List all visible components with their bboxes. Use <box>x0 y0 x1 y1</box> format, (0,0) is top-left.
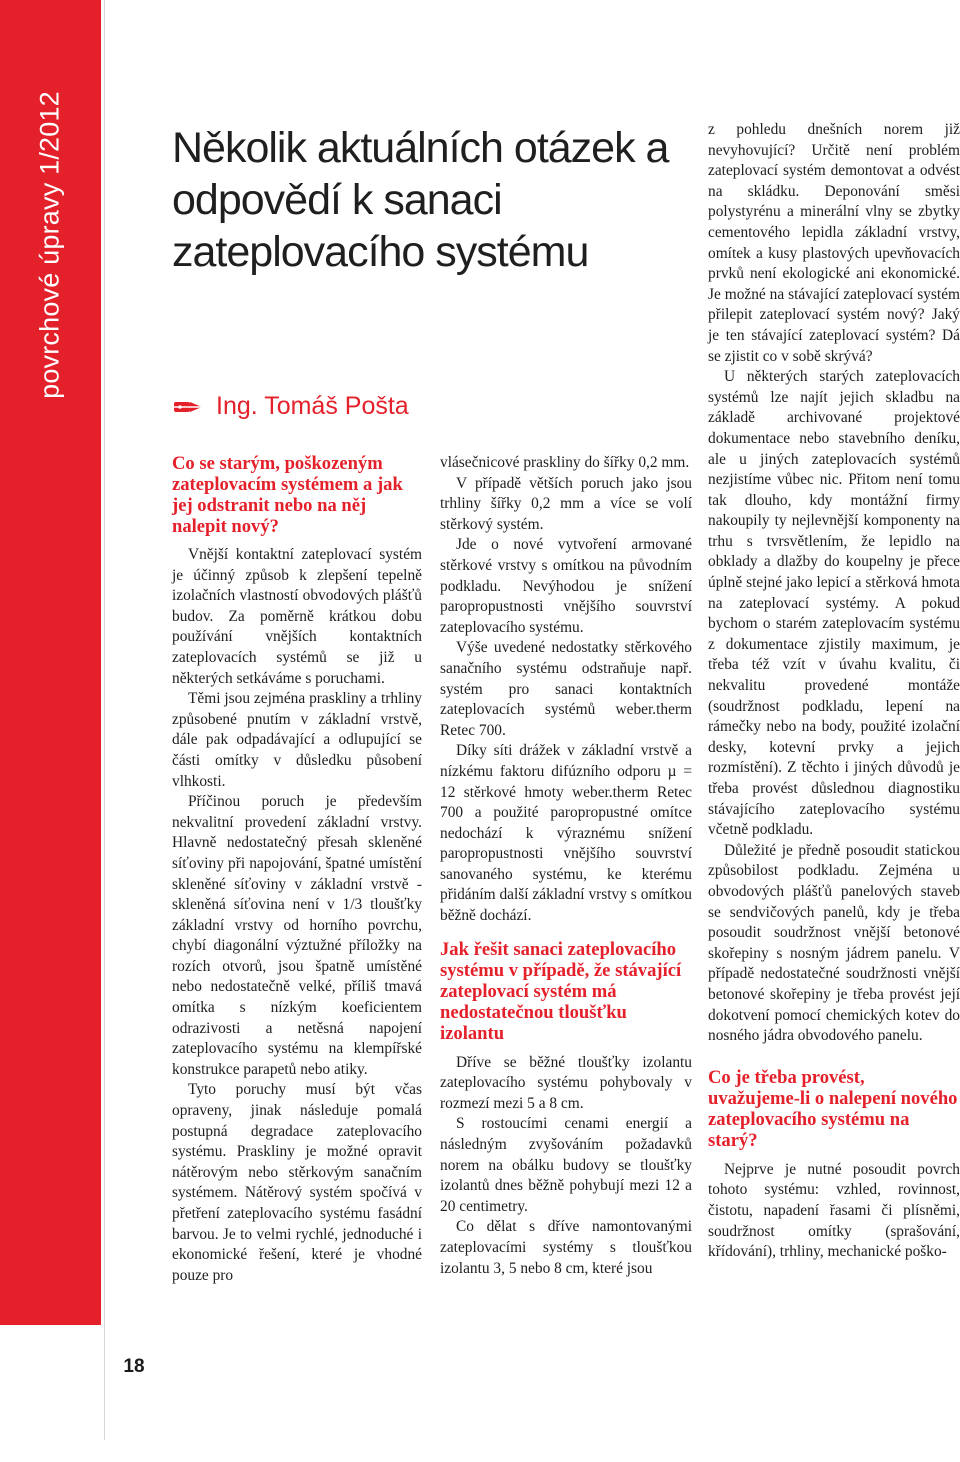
section-heading-1: Co se starým, poškozeným zateplovacím systémem a jak jej odstranit nebo na něj nalepit nový? <box>172 453 403 537</box>
column-3 <box>708 120 960 1263</box>
section-heading-3: Co je třeba provést, uvažujeme-li o nalepení nového zateplovacího systému na starý? <box>708 1066 958 1151</box>
author-line <box>172 392 409 421</box>
paragraph: V případě větších poruch jako jsou trhliny šířky 0,2 mm a více se volí stěrkový systém. <box>440 474 692 533</box>
paragraph: Co dělat s dříve namontovanými zateplovacími systémy s tloušťkou izolantu 3, 5 nebo 8 cm, které jsou <box>440 1218 692 1277</box>
paragraph: Díky síti drážek v základní vrstvě a nízkému faktoru difúzního odporu µ = 12 stěrkové hmoty weber.therm Retec 700 a použité paropropustné omítce nedochází k výraznému snížení paropropustnosti vnějšího souvrství sanovaného systému, ke kterému přidáním další základní vrstvy s omítkou běžně dochází. <box>440 742 692 925</box>
paragraph: S rostoucími cenami energií a následným zvyšováním požadavků norem na obálku budovy se tloušťky izolantů dnes běžně pohybují mezi 12 a 20 centimetry. <box>440 1115 692 1215</box>
paragraph: z pohledu dnešních norem již nevyhovující? Určitě není problém zateplovací systém demontovat a odvést na skládku. Deponování směsi polystyrénu a minerální vlny se zbytky cementového lepidla základní vrstvy, omítek a kusy plastových upevňovacích prvků není ekologické ani ekonomické. Je možné na stávající zateplovací systém přilepit zateplovací systém nový? Jaký je ten stávající zateplovací systém? Dá se zjistit co v sobě skrývá? <box>708 121 960 365</box>
page-number: 18 <box>123 1356 145 1377</box>
paragraph: U některých starých zateplovacích systémů lze najít jejich skladbu na základě archivované projektové dokumentace nebo stavebního deníku, ale u jiných zateplovacích systémů nezjistíme vůbec nic. Přitom není tomu tak dlouho, kdy montážní firmy nakoupily ty nejlevnější komponenty na trhu s tvrsvětlením, že lepidlo na obklady a dlažby do koupelny je přece úplně stejné jako lepicí a stěrková hmota na zateplovací systémy. A pokud bychom o starém zateplovacím systému z dokumentace zjistily maximum, je třeba též vzít v úvahu kvalitu, či nekvalitu provedené montáže (soudržnost podkladu, lepení na rámečky nebo na body, použité izolační desky, kotevní prvky a jejich rozmístění). Z těchto i jiných důvodů je třeba provést důslednou diagnostiku stávajícího zateplovacího systému včetně podkladu. <box>708 368 960 839</box>
paragraph: Jde o nové vytvoření armované stěrkové vrstvy s omítkou na původním podkladu. Nevýhodou je snížení paropropustnosti vnějšího souvrství zateplovacího systému. <box>440 536 692 636</box>
paragraph: Těmi jsou zejména praskliny a trhliny způsobené pnutím v základní vrstvě, dále pak odpadávající a odlupující se části omítky v důsledku působení vlhkosti. <box>172 690 422 790</box>
paragraph: Nejprve je nutné posoudit povrch tohoto systému: vzhled, rovinnost, čistotu, napadení řasami či plísněmi, soudržnost omítky (sprašování, křídování), trhliny, mechanické poško- <box>708 1160 960 1261</box>
column-1 <box>172 453 422 1286</box>
section-heading-2: Jak řešit sanaci zateplovacího systému v případě, že stávající zateplovací systém má nedostatečnou tloušťku izolantu <box>440 938 682 1044</box>
column-2 <box>440 453 692 1279</box>
paragraph: Dříve se běžné tloušťky izolantu zateplovacího systému pohybovaly v rozmezí mezi 5 a 8 cm. <box>440 1053 692 1112</box>
paragraph: Důležité je předně posoudit statickou způsobilost podkladu. Zejména u obvodových plášťů panelových staveb se sendvičových panelů, kdy je třeba posoudit soudržnost vnější betonové skořepiny s nosným jádrem panelu. V případě nedostatečné soudržnosti vnější betonové skořepiny je třeba provést její dokotvení pomocí chemických kotev do nosného jádra obvodového panelu. <box>708 841 960 1045</box>
author-name: Ing. Tomáš Pošta <box>216 392 409 420</box>
paragraph: Výše uvedené nedostatky stěrkového sanačního systému odstraňuje např. systém pro sanaci kontaktních zateplovacích systémů weber.therm Retec 700. <box>440 639 692 739</box>
paragraph: vlásečnicové praskliny do šířky 0,2 mm. <box>440 454 690 471</box>
paragraph: Vnější kontaktní zateplovací systém je účinný způsob k zlepšení tepelně izolačních vlastností obvodových plášťů budov. Za poměrně krátkou dobu používání vnějších kontaktních zateplovacích systémů se již u některých setkáváme s poruchami. <box>172 546 422 687</box>
running-head: povrchové úpravy 1/2012 <box>34 91 65 399</box>
side-rule <box>104 0 105 1440</box>
side-bar <box>0 0 101 1325</box>
article-title: Několik aktuálních otázek a odpovědí k sanaci zateplovacího systému <box>172 124 669 276</box>
paragraph: Tyto poruchy musí být včas opraveny, jinak následuje pomalá postupná degradace zateplovacího systému. Praskliny je možné opravit nátěrovým nebo stěrkovým sanačním systémem. Nátěrový systém spočívá v přetření zateplovacího systému fasádní barvou. Je to velmi rychlé, jednoduché i ekonomické řešení, které je vhodné pouze pro <box>172 1081 422 1284</box>
pen-icon <box>172 395 206 419</box>
paragraph: Příčinou poruch je především nekvalitní provedení základní vrstvy. Hlavně nedostatečný přesah skleněné síťoviny při napojování, špatné umístění skleněné síťoviny v základní vrstvě - skleněná síťovina není v 1/3 tloušťky základní vrstvy od horního povrchu, chybí diagonální výztužné příložky na rozích otvorů, jsou špatně umístěné nebo nedostatečně velké, příliš tmavá omítka s nízkým koeficientem odrazivosti a netěsná napojení zateplovacího systému na klempířské konstrukce parapetů nebo atiky. <box>172 793 422 1078</box>
